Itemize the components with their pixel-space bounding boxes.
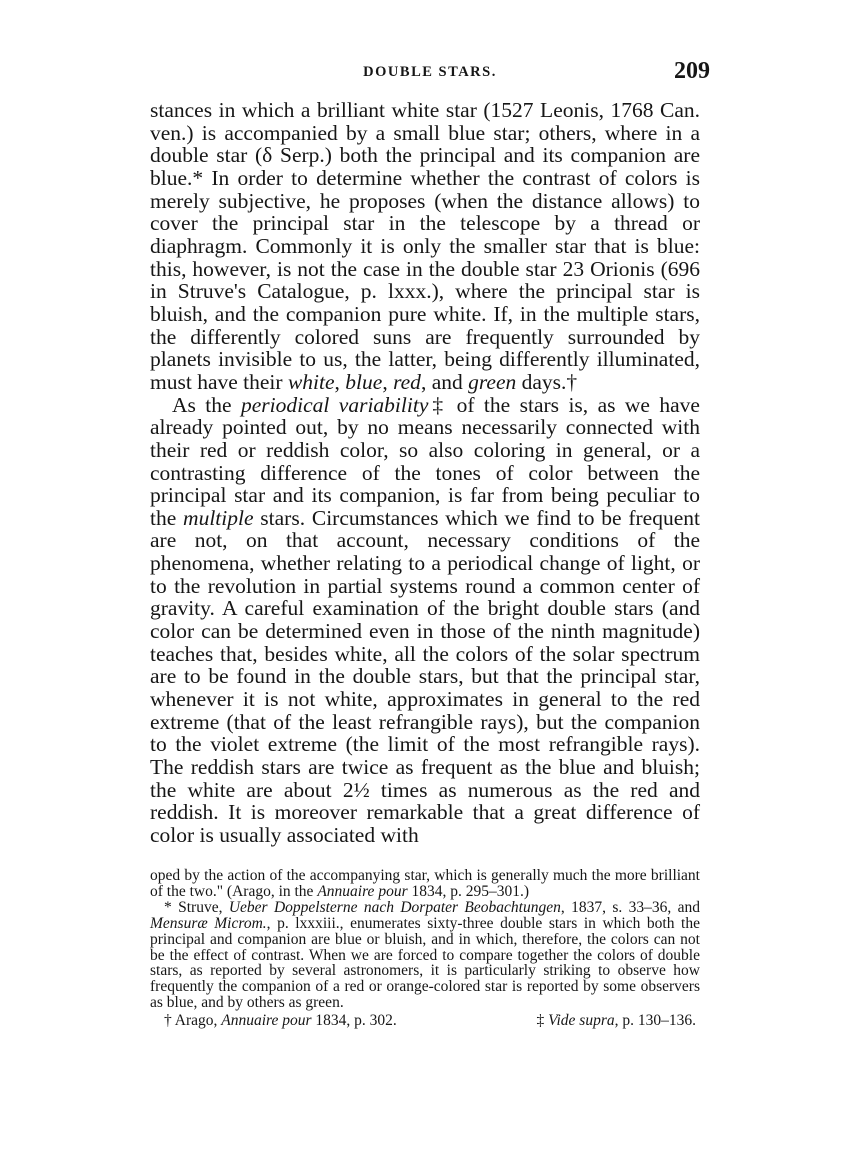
f2-italic: Annuaire pour [221, 1012, 312, 1030]
paragraph-1 [150, 99, 700, 394]
p2-text-c: stars. Circumstances which we find to be frequent are not, on that account, necessary conditions of the phenomena, whether relating to a periodical change of light, or to the revolution in partial systems round a common center of gravity. A careful examination of the bright double stars (and color can be determined even in those of the ninth magnitude) teaches that, besides white, all the colors of the solar spectrum are to be found in the double stars, but that the principal star, whenever it is not white, approximates in general to the red extreme (that of the least refrangible rays), but the companion to the violet extreme (the limit of the most refrangible rays). The reddish stars are twice as frequent as the blue and bluish; the white are about 2½ times as numerous as the red and reddish. It is moreover remarkable that a great difference of color is usually associated with [150, 505, 700, 847]
p1-text-b: days.† [516, 369, 578, 394]
f1-italic-title: Ueber Doppelsterne nach Dorpater Beobachtungen [228, 898, 561, 916]
p2-italic-multiple: multiple [183, 505, 254, 530]
page-number: 209 [674, 58, 710, 84]
p1-text-a: stances in which a brilliant white star (1527 Leonis, 1768 Can. ven.) is accompanied by a small blue star; others, where in a double star (δ Serp.) both the principal and its companion are blue.* In order to determine whether the contrast of colors is merely subjective, he proposes (when the distance allows) to cover the principal star in the telescope by a thread or diaphragm. Commonly it is only the smaller star that is blue: this, however, is not the case in the double star 23 Orionis (696 in Struve's Catalogue, p. lxxx.), where the principal star is bluish, and the companion pure white. If, in the multiple stars, the differently colored suns are frequently surrounded by planets invisible to us, the latter, being differently illuminated, must have their [150, 98, 700, 394]
p1-italic-green: green [468, 369, 517, 394]
page-header [150, 58, 710, 88]
body-text [150, 99, 700, 847]
running-head: DOUBLE STARS. [363, 64, 497, 80]
p1-italic-red: red [393, 369, 421, 394]
footnote-dagger [164, 1013, 397, 1029]
p1-sep-3: , and [420, 369, 469, 394]
f1-text-b: , 1837, s. 33–36, and [560, 898, 700, 916]
footnote-continued [150, 868, 700, 900]
p1-italic-blue: blue [345, 369, 383, 394]
p2-text-a: As the [172, 392, 241, 417]
f0-italic: Annuaire pour [317, 882, 408, 900]
f2-text-b: 1834, p. 302. [311, 1012, 397, 1030]
f1-text-c: , p. lxxxiii., enumerates sixty-three double stars in which both the principal and companion are blue or bluish, and in which, therefore, the colors can not be the effect of contrast. When we are forced to compare together the colors of double stars, as reported by several astronomers, it is particularly striking to observe how frequently the companion of a red or orange-colored star is reported by some observers as blue, and by others as green. [150, 914, 700, 1012]
footnote-asterisk [150, 900, 700, 1011]
f2-text-a: † Arago, [164, 1012, 222, 1030]
f3-text-a: ‡ [536, 1012, 549, 1030]
p2-text-b: ‡ of the stars is, as we have already pointed out, by no means necessarily connected with their red or reddish color, so also coloring in general, or a contrasting difference of the tones of color between the principal star and its companion, is far from being peculiar to the [150, 392, 700, 530]
footnotes [150, 868, 700, 1029]
f3-text-b: , p. 130–136. [614, 1012, 696, 1030]
p1-sep-1: , [334, 369, 346, 394]
f0-text-b: 1834, p. 295–301.) [407, 882, 530, 900]
f3-italic: Vide supra [548, 1012, 615, 1030]
f1-italic-mensurae: Mensuræ Microm. [150, 914, 267, 932]
f1-text-a: * Struve, [164, 898, 229, 916]
p2-italic-periodical: periodical variability [241, 392, 429, 417]
paragraph-2 [150, 394, 700, 847]
footnote-double-dagger [537, 1013, 696, 1029]
p1-sep-2: , [382, 369, 394, 394]
footnote-last-line [150, 1013, 700, 1029]
f0-text-a: oped by the action of the accompanying star, which is generally much the more brilliant of the two." (Arago, in the [150, 867, 700, 900]
p1-italic-white: white [287, 369, 335, 394]
